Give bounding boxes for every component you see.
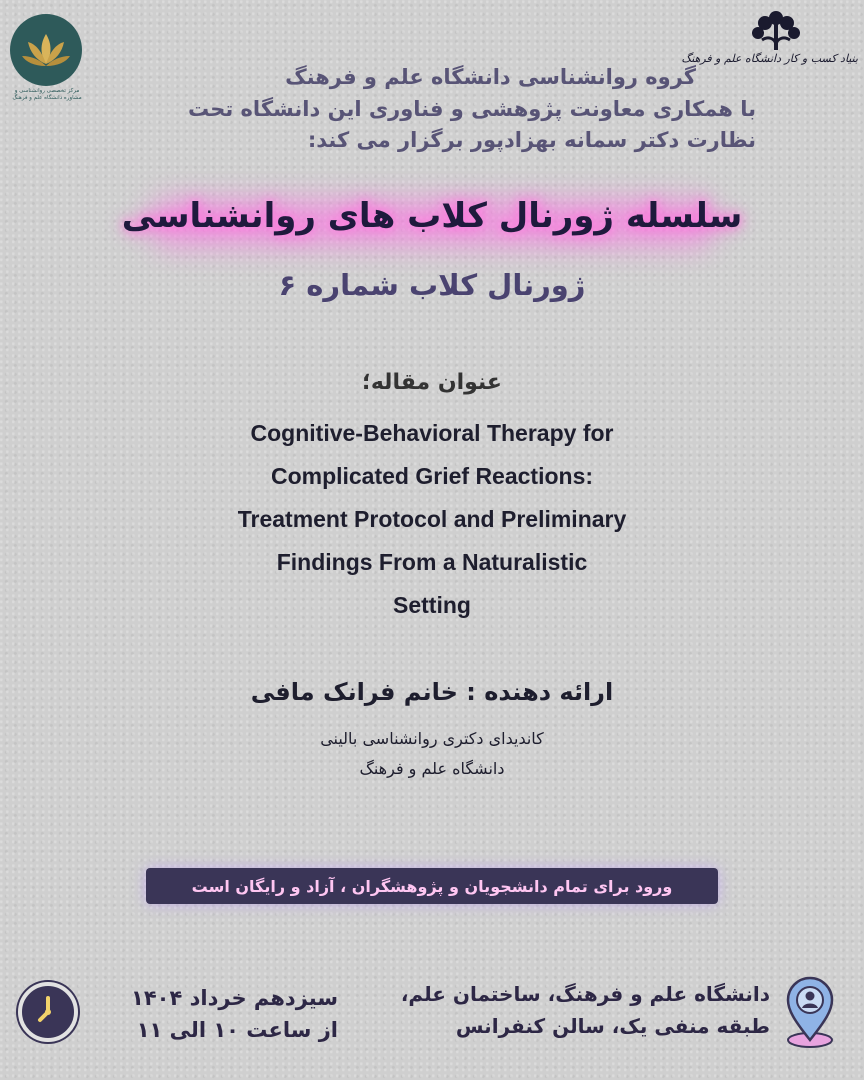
free-entry-banner: ورود برای تمام دانشجویان و پژوهشگران ، آزاد و رایگان است	[146, 868, 718, 904]
event-date: سیزدهم خرداد ۱۴۰۴	[131, 986, 338, 1010]
location	[380, 978, 770, 1042]
journal-club-number: ژورنال کلاب شماره ۶	[278, 268, 586, 302]
left-logo-caption: مرکز تخصصی روانشناسی و مشاوره دانشگاه علم و فرهنگ	[12, 88, 82, 102]
article-title-line: Setting	[393, 592, 471, 618]
article-heading: عنوان مقاله؛	[362, 370, 502, 395]
intro-line-2: با همکاری معاونت پژوهشی و فناوری این دانشگاه تحت	[187, 96, 756, 121]
schedule	[88, 982, 338, 1046]
lotus-icon	[10, 14, 82, 86]
article-title-line: Findings From a Naturalistic	[276, 549, 588, 575]
flower-emblem-icon	[748, 8, 804, 52]
series-title: سلسله ژورنال کلاب های روانشناسی	[121, 196, 743, 236]
location-pin-icon	[780, 974, 840, 1050]
intro-line-1: گروه روانشناسی دانشگاه علم و فرهنگ	[285, 65, 696, 89]
presenter-role	[140, 724, 724, 784]
article-title-line: Cognitive-Behavioral Therapy for	[250, 420, 614, 446]
article-title	[120, 412, 744, 627]
presenter-name: ارائه دهنده : خانم فرانک مافی	[250, 678, 614, 706]
article-title-line: Complicated Grief Reactions:	[270, 463, 594, 489]
event-time: از ساعت ۱۰ الی ۱۱	[136, 1018, 338, 1042]
location-line-1: دانشگاه علم و فرهنگ، ساختمان علم،	[400, 982, 770, 1006]
clock-icon	[18, 982, 78, 1042]
presenter-role-line-1: کاندیدای دکتری روانشناسی بالینی	[320, 729, 544, 748]
intro-text	[96, 62, 756, 157]
right-logo-caption: بنیاد کسب و کار دانشگاه علم و فرهنگ	[681, 52, 858, 65]
location-line-2: طبقه منفی یک، سالن کنفرانس	[455, 1014, 770, 1038]
intro-line-3: نظارت دکتر سمانه بهزادپور برگزار می کند:	[307, 128, 756, 152]
article-title-line: Treatment Protocol and Preliminary	[237, 506, 627, 532]
presenter-role-line-2: دانشگاه علم و فرهنگ	[359, 759, 505, 778]
